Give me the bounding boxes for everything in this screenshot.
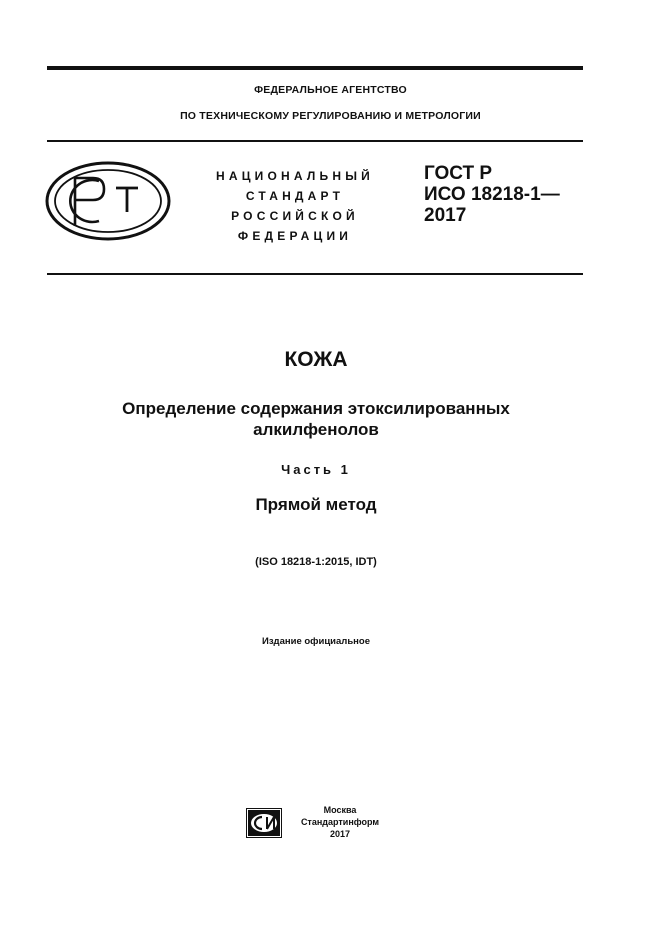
national-standard-line-3: РОССИЙСКОЙ bbox=[231, 209, 359, 223]
subtitle-line-1: Определение содержания этоксилированных bbox=[122, 399, 510, 418]
subtitle-line-2: алкилфенолов bbox=[253, 420, 379, 439]
national-standard-line-1: НАЦИОНАЛЬНЫЙ bbox=[215, 169, 375, 183]
part-number: Часть 1 bbox=[281, 462, 351, 477]
publisher-city: Москва bbox=[323, 805, 357, 815]
rst-logo-icon bbox=[44, 160, 172, 242]
designation-line-2: ИСО 18218-1— bbox=[424, 184, 560, 205]
main-title: КОЖА bbox=[284, 348, 348, 371]
publisher-name: Стандартинформ bbox=[300, 817, 380, 827]
edition-label: Издание официальное bbox=[262, 636, 370, 647]
publisher-block bbox=[290, 804, 390, 840]
middle-rule bbox=[47, 273, 583, 275]
agency-line-2: ПО ТЕХНИЧЕСКОМУ РЕГУЛИРОВАНИЮ И МЕТРОЛОГИИ bbox=[180, 110, 481, 122]
designation-line-1: ГОСТ Р bbox=[424, 163, 493, 184]
standard-designation bbox=[424, 163, 560, 226]
top-rule bbox=[47, 66, 583, 70]
header-rule bbox=[47, 140, 583, 142]
iso-reference: (ISO 18218-1:2015, IDT) bbox=[255, 556, 377, 568]
national-standard-block bbox=[205, 166, 385, 246]
designation-line-3: 2017 bbox=[424, 205, 467, 226]
part-title: Прямой метод bbox=[255, 495, 377, 514]
standartinform-logo-icon bbox=[246, 808, 282, 838]
national-standard-line-4: ФЕДЕРАЦИИ bbox=[237, 229, 353, 243]
national-standard-line-2: СТАНДАРТ bbox=[245, 189, 345, 203]
agency-line-1: ФЕДЕРАЛЬНОЕ АГЕНТСТВО bbox=[254, 84, 407, 96]
publisher-year: 2017 bbox=[329, 829, 351, 839]
